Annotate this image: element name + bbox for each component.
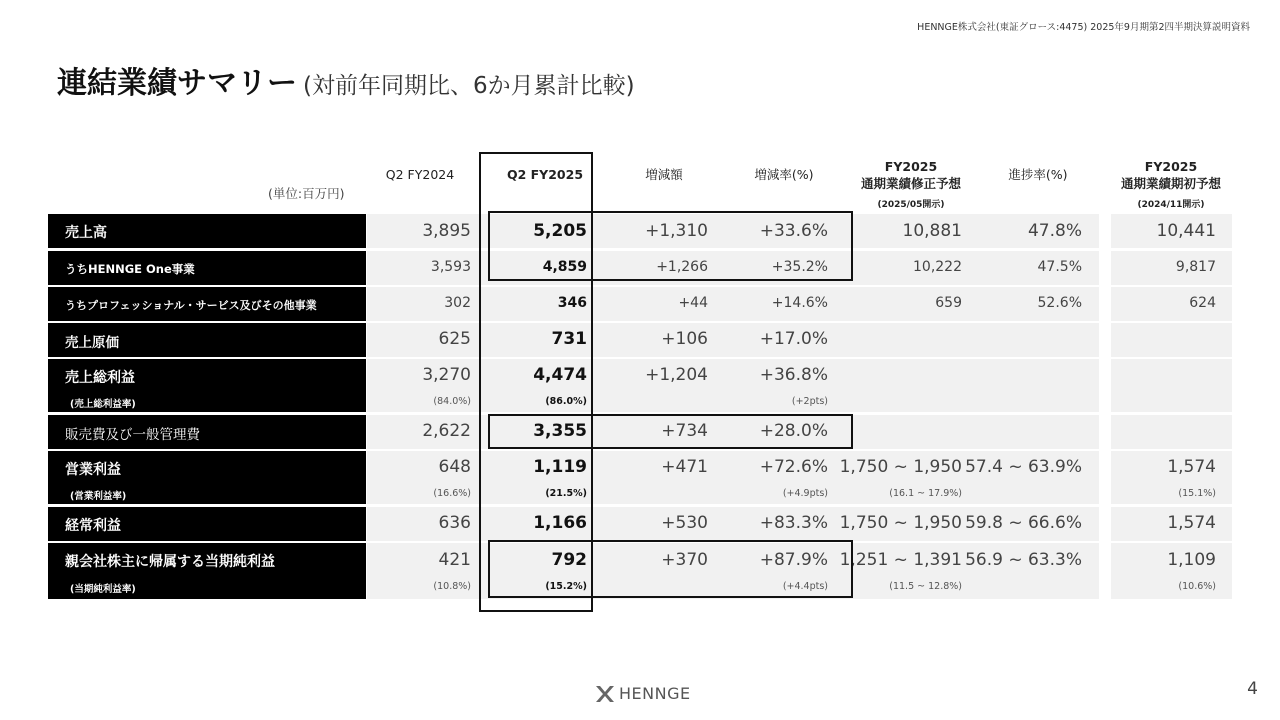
row-sublabel-text: (売上総利益率) bbox=[70, 399, 136, 410]
cell-revised-forecast-margin: (11.5 ~ 12.8%) bbox=[889, 581, 962, 592]
row-label-text: 経常利益 bbox=[65, 518, 121, 534]
header-initial-forecast-line2: 通期業績期初予想 bbox=[1120, 176, 1221, 191]
cell-progress: 59.8 ~ 66.6% bbox=[965, 513, 1082, 533]
cell-initial-forecast-margin: (15.1%) bbox=[1178, 488, 1216, 499]
cell-q24: 3,593 bbox=[430, 259, 471, 275]
cell-q24: 421 bbox=[438, 550, 471, 570]
header-progress: 進捗率(%) bbox=[1008, 167, 1068, 182]
cell-q24: 3,270 bbox=[422, 365, 471, 385]
henngе-footer-logo bbox=[595, 684, 691, 703]
header-q2-fy2024: Q2 FY2024 bbox=[385, 167, 455, 182]
row-label-operating-income bbox=[48, 451, 366, 504]
row-label-text: 販売費及び一般管理費 bbox=[65, 427, 200, 443]
cell-q25: 4,474 bbox=[533, 365, 587, 385]
cell-change-rate: +83.3% bbox=[759, 513, 828, 533]
header-revised-forecast-note: (2025/05開示) bbox=[877, 200, 945, 210]
cell-revised-forecast: 1,251 ~ 1,391 bbox=[839, 550, 962, 570]
cell-q25: 3,355 bbox=[533, 421, 587, 441]
header-revised-forecast-line1: FY2025 bbox=[884, 159, 938, 174]
cell-q24: 302 bbox=[444, 295, 471, 311]
header-revised-forecast-line2: 通期業績修正予想 bbox=[860, 176, 961, 191]
row-label-text: うちプロフェッショナル・サービス及びその他事業 bbox=[65, 299, 317, 312]
cell-change-rate-margin: (+4.4pts) bbox=[782, 581, 828, 592]
row-band-initial bbox=[1111, 415, 1232, 449]
cell-change: +1,204 bbox=[645, 365, 708, 385]
row-band bbox=[367, 251, 1099, 285]
row-band bbox=[367, 323, 1099, 357]
cell-initial-forecast-margin: (10.6%) bbox=[1178, 581, 1216, 592]
cell-q24: 2,622 bbox=[422, 421, 471, 441]
cell-q25: 1,166 bbox=[533, 513, 587, 533]
cell-change: +44 bbox=[678, 295, 708, 311]
cell-initial-forecast: 10,441 bbox=[1156, 221, 1216, 241]
cell-q25: 5,205 bbox=[533, 221, 587, 241]
cell-progress: 52.6% bbox=[1037, 295, 1082, 311]
cell-change: +1,266 bbox=[656, 259, 708, 275]
cell-initial-forecast: 9,817 bbox=[1175, 259, 1216, 275]
row-label-text: うちHENNGE One事業 bbox=[65, 262, 195, 276]
row-label-net-sales bbox=[48, 214, 366, 248]
header-q2-fy2025: Q2 FY2025 bbox=[506, 167, 584, 182]
row-label-sga bbox=[48, 415, 366, 449]
header-initial-forecast-line1: FY2025 bbox=[1144, 159, 1198, 174]
cell-initial-forecast: 1,109 bbox=[1167, 550, 1216, 570]
cell-change: +734 bbox=[661, 421, 708, 441]
cell-change: +370 bbox=[661, 550, 708, 570]
cell-change-rate: +36.8% bbox=[759, 365, 828, 385]
cell-progress: 47.8% bbox=[1027, 221, 1082, 241]
row-label-gross-profit bbox=[48, 359, 366, 412]
row-band bbox=[367, 415, 1099, 449]
title-block bbox=[57, 58, 635, 102]
cell-q24-margin: (16.6%) bbox=[433, 488, 471, 499]
cell-initial-forecast: 624 bbox=[1189, 295, 1216, 311]
cell-progress: 56.9 ~ 63.3% bbox=[965, 550, 1082, 570]
row-label-professional bbox=[48, 287, 366, 321]
row-label-text: 売上高 bbox=[65, 225, 107, 241]
cell-revised-forecast: 1,750 ~ 1,950 bbox=[839, 457, 962, 477]
cell-revised-forecast-margin: (16.1 ~ 17.9%) bbox=[889, 488, 962, 499]
row-label-henngeone bbox=[48, 251, 366, 285]
row-band bbox=[367, 287, 1099, 321]
row-band-initial bbox=[1111, 323, 1232, 357]
cell-change: +106 bbox=[661, 329, 708, 349]
header-change: 増減額 bbox=[645, 167, 683, 182]
cell-change: +471 bbox=[661, 457, 708, 477]
henngе-logo-text: HENNGE bbox=[619, 684, 691, 703]
cell-change-rate: +33.6% bbox=[759, 221, 828, 241]
cell-q24-margin: (10.8%) bbox=[433, 581, 471, 592]
row-band bbox=[367, 214, 1099, 248]
cell-change: +530 bbox=[661, 513, 708, 533]
cell-q24: 625 bbox=[438, 329, 471, 349]
cell-change-rate: +28.0% bbox=[759, 421, 828, 441]
row-label-ordinary-income bbox=[48, 507, 366, 541]
row-sublabel-text: (当期純利益率) bbox=[70, 584, 136, 595]
henngе-logo-icon bbox=[595, 685, 615, 703]
cell-revised-forecast: 10,222 bbox=[913, 259, 962, 275]
cell-revised-forecast: 10,881 bbox=[902, 221, 962, 241]
cell-progress: 47.5% bbox=[1037, 259, 1082, 275]
cell-q25: 1,119 bbox=[533, 457, 587, 477]
slide-title: 連結業績サマリー bbox=[57, 66, 297, 101]
cell-initial-forecast: 1,574 bbox=[1167, 457, 1216, 477]
cell-change-rate: +17.0% bbox=[759, 329, 828, 349]
row-sublabel-text: (営業利益率) bbox=[70, 491, 127, 502]
row-label-text: 売上総利益 bbox=[65, 370, 135, 386]
row-band bbox=[367, 359, 1099, 412]
cell-change-rate-margin: (+2pts) bbox=[791, 396, 828, 407]
cell-initial-forecast: 1,574 bbox=[1167, 513, 1216, 533]
header-initial-forecast-note: (2024/11開示) bbox=[1137, 200, 1205, 210]
cell-q25: 792 bbox=[551, 550, 587, 570]
cell-q25-margin: (86.0%) bbox=[545, 396, 587, 407]
cell-q24: 3,895 bbox=[422, 221, 471, 241]
header-initial-forecast bbox=[1110, 158, 1232, 214]
cell-q24: 648 bbox=[438, 457, 471, 477]
cell-revised-forecast: 1,750 ~ 1,950 bbox=[839, 513, 962, 533]
unit-label: (単位:百万円) bbox=[268, 186, 345, 201]
row-label-text: 売上原価 bbox=[65, 335, 119, 351]
cell-q24-margin: (84.0%) bbox=[433, 396, 471, 407]
slide-subtitle: (対前年同期比、6か月累計比較) bbox=[303, 73, 635, 99]
cell-q25: 4,859 bbox=[542, 259, 587, 275]
header-change-rate: 増減率(%) bbox=[754, 167, 814, 182]
row-band-initial bbox=[1111, 359, 1232, 412]
cell-change-rate: +72.6% bbox=[759, 457, 828, 477]
cell-change-rate-margin: (+4.9pts) bbox=[782, 488, 828, 499]
header-revised-forecast bbox=[846, 158, 976, 214]
cell-q25: 346 bbox=[557, 295, 587, 311]
row-label-text: 営業利益 bbox=[65, 462, 121, 478]
row-label-cost-of-sales bbox=[48, 323, 366, 357]
page-number: 4 bbox=[1247, 679, 1258, 699]
document-reference: HENNGE株式会社(東証グロース:4475) 2025年9月期第2四半期決算説明資料 bbox=[917, 22, 1250, 33]
row-label-text: 親会社株主に帰属する当期純利益 bbox=[65, 554, 275, 570]
cell-q25-margin: (21.5%) bbox=[545, 488, 587, 499]
cell-revised-forecast: 659 bbox=[935, 295, 962, 311]
cell-change-rate: +14.6% bbox=[771, 295, 828, 311]
cell-change: +1,310 bbox=[645, 221, 708, 241]
cell-change-rate: +35.2% bbox=[771, 259, 828, 275]
cell-q24: 636 bbox=[438, 513, 471, 533]
row-label-net-income bbox=[48, 543, 366, 599]
cell-change-rate: +87.9% bbox=[759, 550, 828, 570]
cell-progress: 57.4 ~ 63.9% bbox=[965, 457, 1082, 477]
cell-q25-margin: (15.2%) bbox=[545, 581, 587, 592]
cell-q25: 731 bbox=[551, 329, 587, 349]
